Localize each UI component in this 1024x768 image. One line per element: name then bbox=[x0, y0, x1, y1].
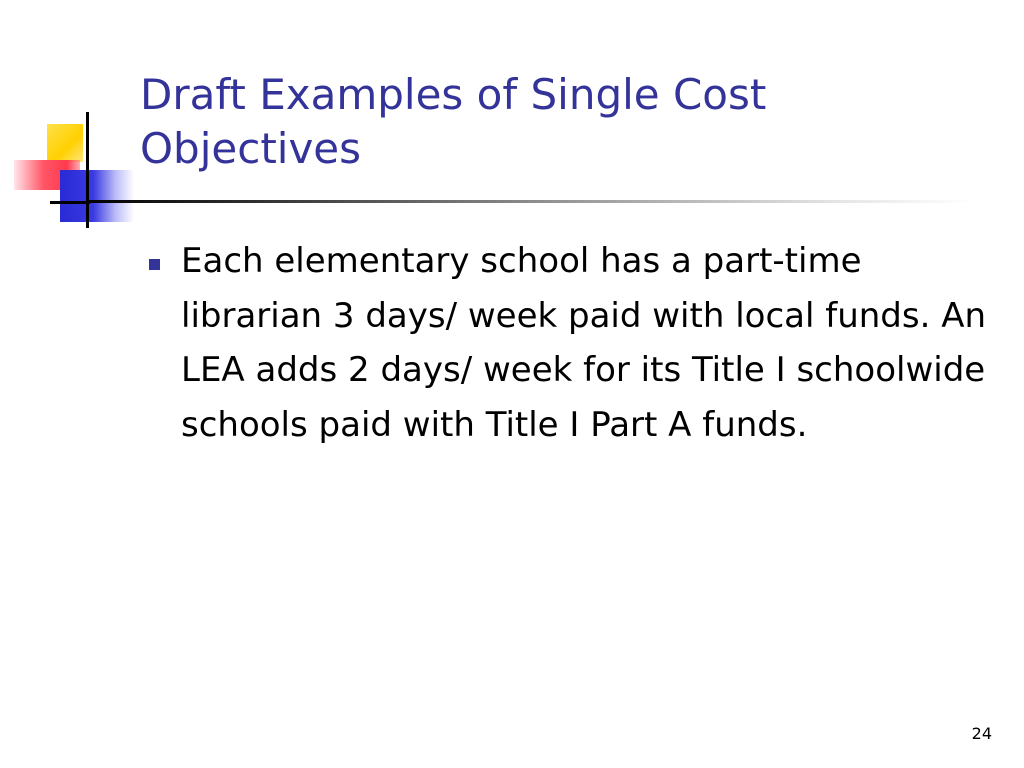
blue-square-decoration bbox=[60, 170, 134, 222]
yellow-square-decoration bbox=[47, 124, 83, 162]
decorative-squares-logo bbox=[0, 0, 150, 240]
short-horizontal-rule-decoration bbox=[50, 201, 90, 204]
slide-title: Draft Examples of Single Cost Objectives bbox=[140, 70, 767, 173]
bullet-text: Each elementary school has a part-time librarian 3 days/ week paid with local funds. An LEA adds 2 days/ week for its Title I schoolwide schools paid with Title I Part A funds. bbox=[181, 241, 987, 445]
slide-number: 24 bbox=[971, 724, 992, 743]
vertical-rule-decoration bbox=[86, 112, 89, 228]
bullet-list bbox=[146, 234, 1006, 452]
bullet-item bbox=[146, 234, 1006, 452]
square-bullet-icon bbox=[149, 259, 160, 270]
title-underline-rule bbox=[86, 200, 976, 203]
